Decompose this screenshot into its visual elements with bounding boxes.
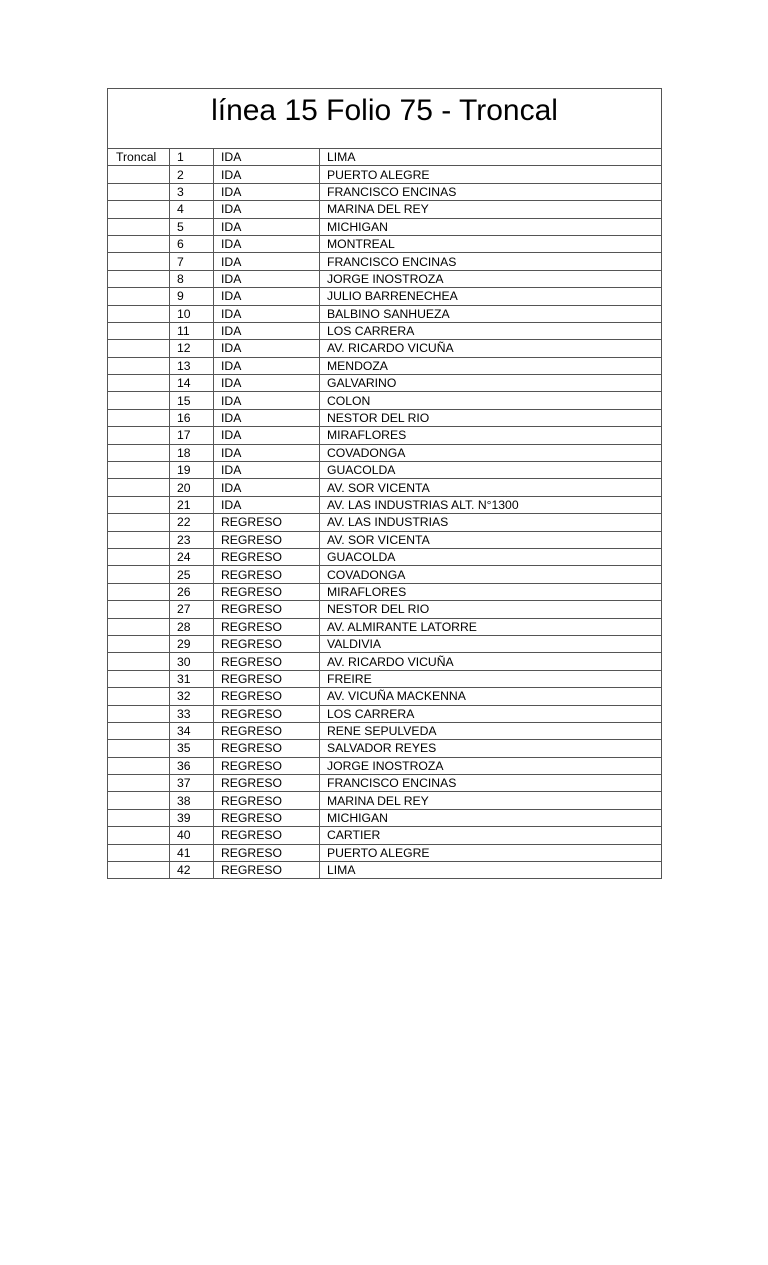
street-cell: FRANCISCO ENCINAS: [320, 775, 662, 792]
street-cell: COVADONGA: [320, 444, 662, 461]
stop-number-cell: 38: [170, 792, 214, 809]
group-cell: [108, 722, 170, 739]
stop-number-cell: 4: [170, 201, 214, 218]
direction-cell: IDA: [214, 496, 320, 513]
table-row: [108, 392, 662, 409]
group-cell: [108, 253, 170, 270]
stop-number-cell: 39: [170, 809, 214, 826]
direction-cell: REGRESO: [214, 635, 320, 652]
direction-cell: IDA: [214, 253, 320, 270]
group-cell: [108, 844, 170, 861]
stop-number-cell: 9: [170, 288, 214, 305]
street-cell: GUACOLDA: [320, 548, 662, 565]
table-row: [108, 288, 662, 305]
street-cell: GUACOLDA: [320, 462, 662, 479]
direction-cell: IDA: [214, 375, 320, 392]
table-row: [108, 844, 662, 861]
direction-cell: IDA: [214, 288, 320, 305]
street-cell: RENE SEPULVEDA: [320, 722, 662, 739]
street-cell: SALVADOR REYES: [320, 740, 662, 757]
direction-cell: IDA: [214, 479, 320, 496]
direction-cell: REGRESO: [214, 566, 320, 583]
direction-cell: REGRESO: [214, 531, 320, 548]
stop-number-cell: 3: [170, 183, 214, 200]
group-cell: [108, 462, 170, 479]
group-cell: [108, 635, 170, 652]
stop-number-cell: 15: [170, 392, 214, 409]
stop-number-cell: 42: [170, 862, 214, 879]
direction-cell: REGRESO: [214, 844, 320, 861]
direction-cell: REGRESO: [214, 705, 320, 722]
street-cell: AV. RICARDO VICUÑA: [320, 653, 662, 670]
group-cell: [108, 757, 170, 774]
stop-number-cell: 8: [170, 270, 214, 287]
group-cell: [108, 375, 170, 392]
street-cell: FRANCISCO ENCINAS: [320, 253, 662, 270]
street-cell: JORGE INOSTROZA: [320, 757, 662, 774]
direction-cell: IDA: [214, 444, 320, 461]
table-row: [108, 653, 662, 670]
table-row: [108, 601, 662, 618]
table-row: [108, 218, 662, 235]
direction-cell: IDA: [214, 427, 320, 444]
direction-cell: IDA: [214, 183, 320, 200]
stop-number-cell: 7: [170, 253, 214, 270]
group-cell: [108, 548, 170, 565]
table-row: [108, 340, 662, 357]
stop-number-cell: 13: [170, 357, 214, 374]
group-cell: [108, 670, 170, 687]
direction-cell: IDA: [214, 409, 320, 426]
group-cell: [108, 775, 170, 792]
street-cell: LIMA: [320, 149, 662, 166]
group-cell: [108, 601, 170, 618]
stop-number-cell: 37: [170, 775, 214, 792]
direction-cell: REGRESO: [214, 792, 320, 809]
table-row: [108, 705, 662, 722]
route-table: [107, 88, 662, 879]
street-cell: AV. ALMIRANTE LATORRE: [320, 618, 662, 635]
street-cell: FREIRE: [320, 670, 662, 687]
street-cell: COLON: [320, 392, 662, 409]
street-cell: AV. SOR VICENTA: [320, 479, 662, 496]
stop-number-cell: 18: [170, 444, 214, 461]
stop-number-cell: 30: [170, 653, 214, 670]
table-row: [108, 496, 662, 513]
group-cell: [108, 792, 170, 809]
table-row: [108, 427, 662, 444]
group-cell: [108, 201, 170, 218]
street-cell: FRANCISCO ENCINAS: [320, 183, 662, 200]
street-cell: JORGE INOSTROZA: [320, 270, 662, 287]
stop-number-cell: 26: [170, 583, 214, 600]
stop-number-cell: 19: [170, 462, 214, 479]
stop-number-cell: 41: [170, 844, 214, 861]
group-cell: [108, 183, 170, 200]
direction-cell: IDA: [214, 340, 320, 357]
street-cell: LOS CARRERA: [320, 322, 662, 339]
street-cell: COVADONGA: [320, 566, 662, 583]
document-title: línea 15 Folio 75 - Troncal: [108, 89, 662, 149]
table-row: [108, 827, 662, 844]
stop-number-cell: 17: [170, 427, 214, 444]
direction-cell: REGRESO: [214, 670, 320, 687]
group-cell: [108, 688, 170, 705]
table-row: [108, 740, 662, 757]
street-cell: MENDOZA: [320, 357, 662, 374]
table-row: [108, 722, 662, 739]
direction-cell: REGRESO: [214, 862, 320, 879]
stop-number-cell: 16: [170, 409, 214, 426]
stop-number-cell: 10: [170, 305, 214, 322]
table-row: [108, 375, 662, 392]
table-row: [108, 670, 662, 687]
route-table-body: [108, 89, 662, 879]
stop-number-cell: 34: [170, 722, 214, 739]
table-row: [108, 583, 662, 600]
stop-number-cell: 21: [170, 496, 214, 513]
stop-number-cell: 22: [170, 514, 214, 531]
table-row: [108, 809, 662, 826]
stop-number-cell: 14: [170, 375, 214, 392]
stop-number-cell: 40: [170, 827, 214, 844]
direction-cell: IDA: [214, 149, 320, 166]
stop-number-cell: 5: [170, 218, 214, 235]
direction-cell: REGRESO: [214, 688, 320, 705]
direction-cell: REGRESO: [214, 653, 320, 670]
stop-number-cell: 27: [170, 601, 214, 618]
street-cell: PUERTO ALEGRE: [320, 844, 662, 861]
street-cell: JULIO BARRENECHEA: [320, 288, 662, 305]
table-row: [108, 270, 662, 287]
street-cell: VALDIVIA: [320, 635, 662, 652]
table-row: [108, 462, 662, 479]
stop-number-cell: 31: [170, 670, 214, 687]
direction-cell: REGRESO: [214, 618, 320, 635]
stop-number-cell: 36: [170, 757, 214, 774]
group-cell: [108, 514, 170, 531]
street-cell: LOS CARRERA: [320, 705, 662, 722]
group-cell: [108, 270, 170, 287]
group-cell: [108, 827, 170, 844]
stop-number-cell: 1: [170, 149, 214, 166]
street-cell: CARTIER: [320, 827, 662, 844]
table-row: [108, 322, 662, 339]
table-row: [108, 149, 662, 166]
street-cell: NESTOR DEL RIO: [320, 601, 662, 618]
group-cell: [108, 862, 170, 879]
table-row: [108, 757, 662, 774]
street-cell: BALBINO SANHUEZA: [320, 305, 662, 322]
direction-cell: IDA: [214, 462, 320, 479]
direction-cell: IDA: [214, 166, 320, 183]
table-row: [108, 548, 662, 565]
street-cell: AV. VICUÑA MACKENNA: [320, 688, 662, 705]
street-cell: NESTOR DEL RIO: [320, 409, 662, 426]
direction-cell: IDA: [214, 201, 320, 218]
table-row: [108, 635, 662, 652]
street-cell: MARINA DEL REY: [320, 201, 662, 218]
table-row: [108, 531, 662, 548]
group-cell: [108, 653, 170, 670]
direction-cell: REGRESO: [214, 722, 320, 739]
direction-cell: IDA: [214, 235, 320, 252]
stop-number-cell: 6: [170, 235, 214, 252]
table-row: [108, 444, 662, 461]
street-cell: MIRAFLORES: [320, 583, 662, 600]
table-row: [108, 235, 662, 252]
direction-cell: REGRESO: [214, 740, 320, 757]
group-cell: [108, 409, 170, 426]
table-row: [108, 775, 662, 792]
stop-number-cell: 28: [170, 618, 214, 635]
direction-cell: IDA: [214, 270, 320, 287]
table-row: [108, 409, 662, 426]
direction-cell: REGRESO: [214, 827, 320, 844]
street-cell: AV. LAS INDUSTRIAS: [320, 514, 662, 531]
group-cell: [108, 322, 170, 339]
table-row: [108, 201, 662, 218]
group-cell: [108, 583, 170, 600]
street-cell: LIMA: [320, 862, 662, 879]
stop-number-cell: 35: [170, 740, 214, 757]
group-cell: [108, 427, 170, 444]
stop-number-cell: 12: [170, 340, 214, 357]
group-cell: [108, 235, 170, 252]
street-cell: AV. RICARDO VICUÑA: [320, 340, 662, 357]
group-cell: [108, 166, 170, 183]
group-cell: [108, 218, 170, 235]
direction-cell: REGRESO: [214, 809, 320, 826]
table-row: [108, 566, 662, 583]
street-cell: PUERTO ALEGRE: [320, 166, 662, 183]
street-cell: MARINA DEL REY: [320, 792, 662, 809]
direction-cell: REGRESO: [214, 775, 320, 792]
direction-cell: IDA: [214, 357, 320, 374]
stop-number-cell: 25: [170, 566, 214, 583]
group-cell: [108, 444, 170, 461]
table-row: [108, 862, 662, 879]
table-row: [108, 688, 662, 705]
table-row: [108, 357, 662, 374]
stop-number-cell: 33: [170, 705, 214, 722]
group-cell: [108, 288, 170, 305]
table-row: [108, 253, 662, 270]
direction-cell: IDA: [214, 218, 320, 235]
direction-cell: IDA: [214, 392, 320, 409]
group-cell: [108, 531, 170, 548]
direction-cell: REGRESO: [214, 514, 320, 531]
group-cell: [108, 357, 170, 374]
direction-cell: REGRESO: [214, 757, 320, 774]
group-cell: [108, 496, 170, 513]
direction-cell: REGRESO: [214, 583, 320, 600]
direction-cell: REGRESO: [214, 601, 320, 618]
street-cell: MICHIGAN: [320, 809, 662, 826]
table-row: [108, 305, 662, 322]
stop-number-cell: 29: [170, 635, 214, 652]
group-cell: [108, 340, 170, 357]
group-label: Troncal: [108, 149, 170, 166]
stop-number-cell: 2: [170, 166, 214, 183]
direction-cell: IDA: [214, 305, 320, 322]
table-row: [108, 618, 662, 635]
street-cell: AV. LAS INDUSTRIAS ALT. N°1300: [320, 496, 662, 513]
stop-number-cell: 23: [170, 531, 214, 548]
street-cell: AV. SOR VICENTA: [320, 531, 662, 548]
group-cell: [108, 392, 170, 409]
group-cell: [108, 618, 170, 635]
group-cell: [108, 566, 170, 583]
street-cell: MIRAFLORES: [320, 427, 662, 444]
group-cell: [108, 740, 170, 757]
table-row: [108, 514, 662, 531]
stop-number-cell: 20: [170, 479, 214, 496]
stop-number-cell: 32: [170, 688, 214, 705]
street-cell: MICHIGAN: [320, 218, 662, 235]
street-cell: MONTREAL: [320, 235, 662, 252]
stop-number-cell: 24: [170, 548, 214, 565]
street-cell: GALVARINO: [320, 375, 662, 392]
group-cell: [108, 809, 170, 826]
group-cell: [108, 305, 170, 322]
group-cell: [108, 479, 170, 496]
direction-cell: IDA: [214, 322, 320, 339]
group-cell: [108, 705, 170, 722]
direction-cell: REGRESO: [214, 548, 320, 565]
table-row: [108, 792, 662, 809]
table-row: [108, 166, 662, 183]
table-row: [108, 479, 662, 496]
table-row: [108, 183, 662, 200]
title-row: [108, 89, 662, 149]
stop-number-cell: 11: [170, 322, 214, 339]
